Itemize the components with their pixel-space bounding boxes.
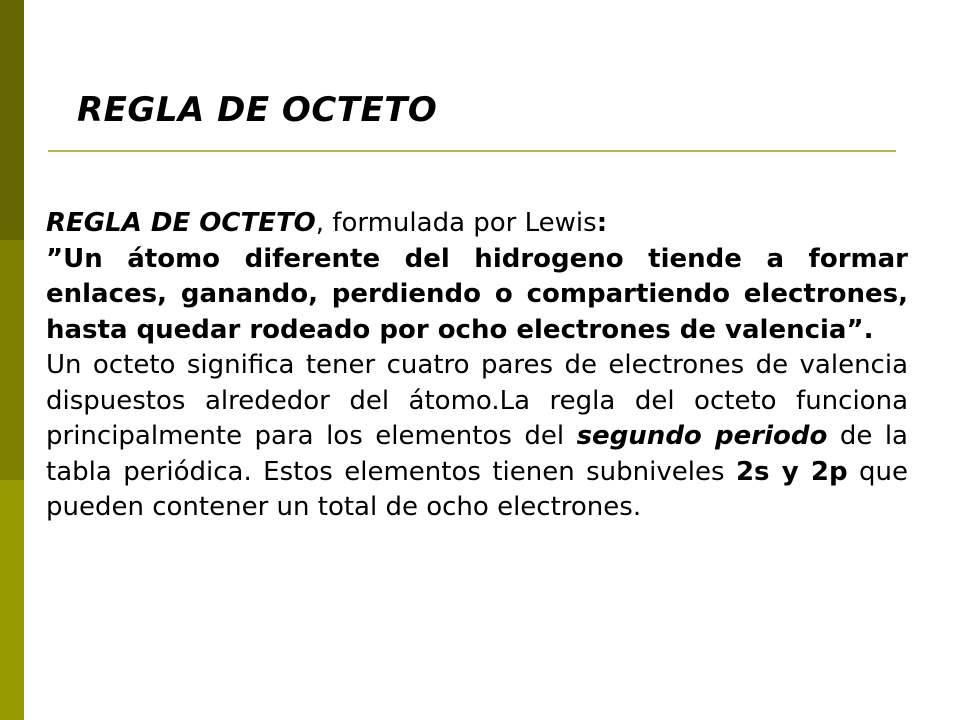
explanation-part-2: de la tabla periódica. Estos elementos tienen subniveles — [46, 421, 908, 487]
explanation-subshells: 2s y 2p — [735, 456, 848, 487]
explanation-part-3: que pueden contener un total de ocho electrones. — [46, 456, 909, 522]
explanation-emphasis: segundo periodo — [576, 421, 828, 451]
side-bar-segment-light — [0, 480, 24, 720]
intro-line — [46, 206, 908, 242]
intro-colon: : — [596, 208, 608, 238]
side-bar-segment-mid — [0, 240, 24, 480]
decorative-side-bar — [0, 0, 24, 720]
intro-term: REGLA DE OCTETO — [46, 208, 316, 238]
title-divider — [48, 150, 896, 152]
explanation-part-1: Un octeto significa tener cuatro pares de electrones de valencia dispuestos alrededor del átomo.La regla del octeto funciona principalmente para los elementos del — [46, 350, 908, 451]
side-bar-segment-dark — [0, 0, 24, 240]
slide-body — [46, 206, 908, 526]
lewis-quote: ”Un átomo diferente del hidrogeno tiende a formar enlaces, ganando, perdiendo o compartiendo electrones, hasta quedar rodeado por ocho electrones de valencia”. — [46, 243, 908, 345]
intro-text: , formulada por Lewis — [315, 208, 597, 238]
explanation-paragraph — [46, 348, 908, 526]
slide-title: REGLA DE OCTETO — [77, 90, 438, 130]
